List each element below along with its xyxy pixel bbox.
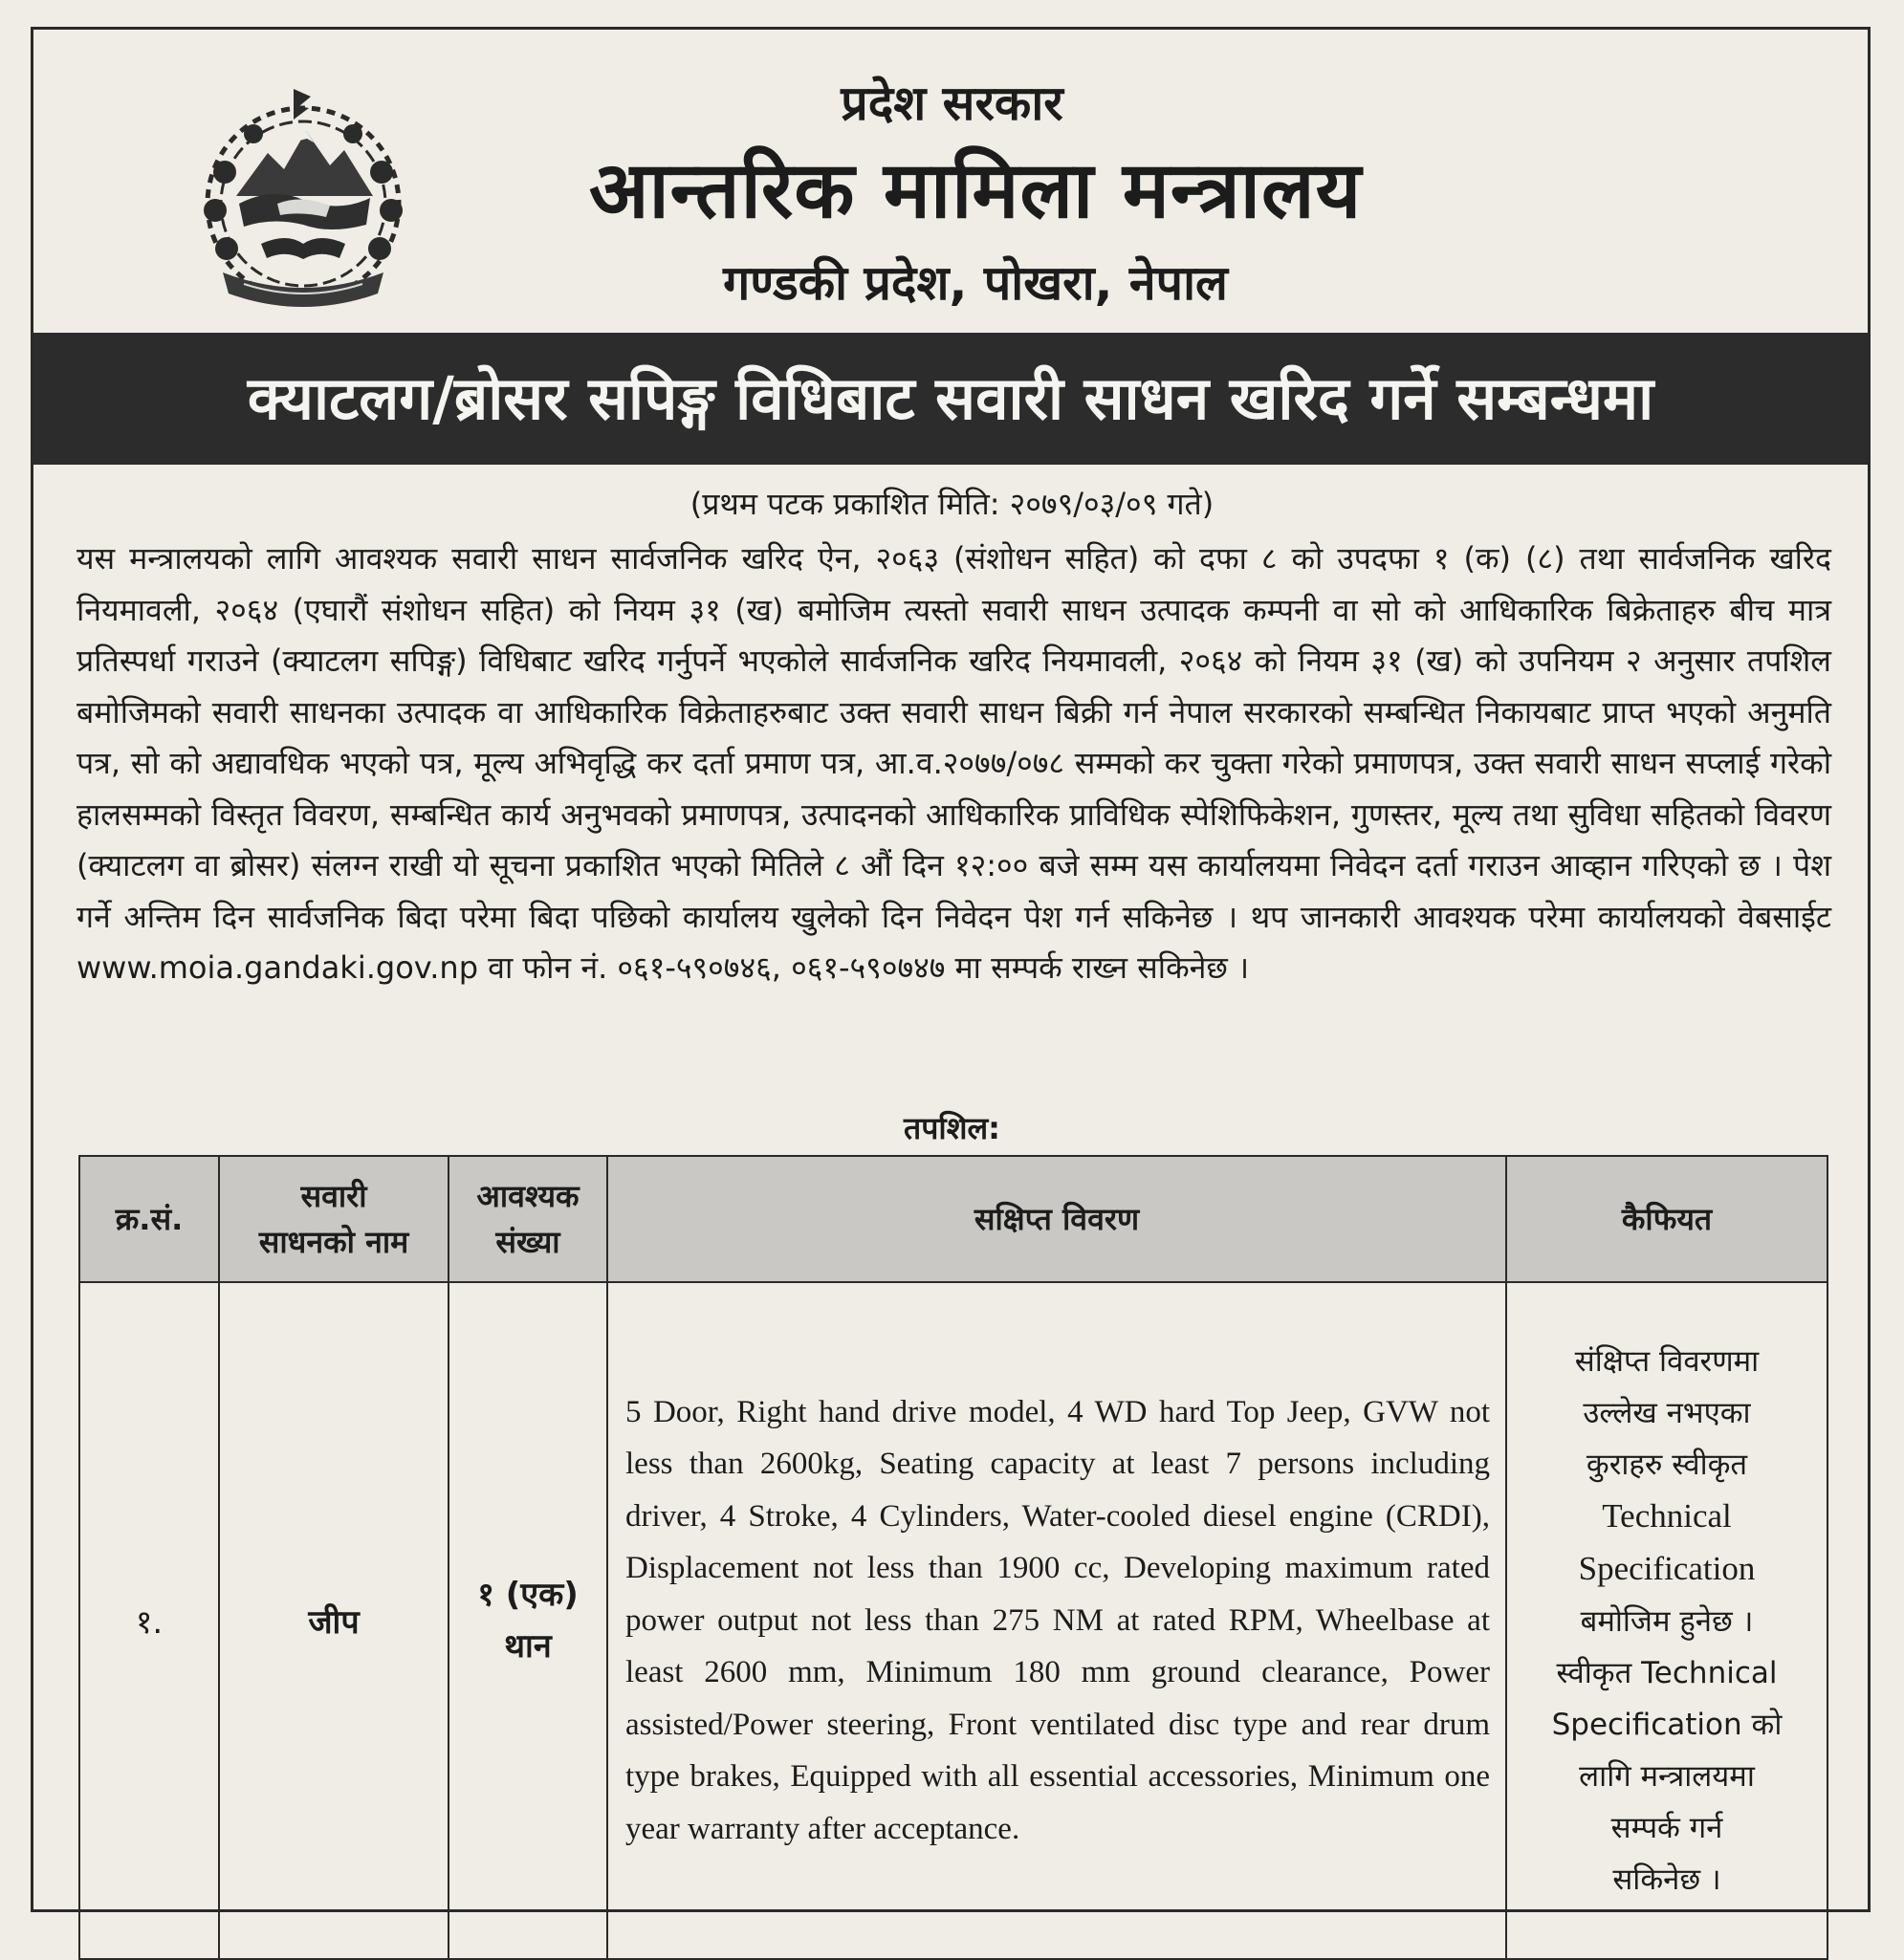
table-row [79,1282,1827,1959]
cell-serial-number: १. [79,1282,219,1959]
cell-vehicle-name: जीप [219,1282,449,1959]
provincial-government-heading: प्रदेश सरकार [841,76,1063,131]
cell-remarks: संक्षिप्त विवरणमा उल्लेख नभएका कुराहरु स्वीकृत Technical Specification बमोजिम हुनेछ । स्वीकृत Technical Specification को लागि मन्त्रालयमा सम्पर्क गर्न सकिनेछ । [1506,1282,1827,1959]
location-heading: गण्डकी प्रदेश, पोखरा, नेपाल [723,255,1228,311]
header-vehicle-name: सवारी साधनको नाम [219,1156,449,1282]
vehicle-spec-table [78,1155,1828,1960]
cell-description: 5 Door, Right hand drive model, 4 WD hard Top Jeep, GVW not less than 2600kg, Seating capacity at least 7 persons including driver, 4 Stroke, 4 Cylinders, Water-cooled diesel engine (CRDI), Displacement not less than 1900 cc, Developing maximum rated power output not less than 275 NM at rated RPM, Wheelbase at least 2600 mm, Minimum 180 mm ground clearance, Power assisted/Power steering, Front ventilated disc type and rear drum type brakes, Equipped with all essential accessories, Minimum one year warranty after acceptance. [607,1282,1506,1959]
table-header-row [79,1156,1827,1282]
header-description: सक्षिप्त विवरण [607,1156,1506,1282]
header-serial-number: क्र.सं. [79,1156,219,1282]
cell-quantity: १ (एक) थान [449,1282,607,1959]
ministry-name-heading: आन्तरिक मामिला मन्त्रालय [588,145,1363,236]
publication-date: (प्रथम पटक प्रकाशित मिति: २०७९/०३/०९ गते) [689,486,1215,522]
notice-body-text: यस मन्त्रालयको लागि आवश्यक सवारी साधन सार्वजनिक खरिद ऐन, २०६३ (संशोधन सहित) को दफा ८ को उपदफा १ (क) (८) तथा सार्वजनिक खरिद नियमावली, २०६४ (एघारौं संशोधन सहित) को नियम ३१ (ख) बमोजिम त्यस्तो सवारी साधन उत्पादक कम्पनी वा सो को आधिकारिक बिक्रेताहरु बीच मात्र प्रतिस्पर्धा गराउने (क्याटलग सपिङ्ग) विधिबाट खरिद गर्नुपर्ने भएकोले सार्वजनिक खरिद नियमावली, २०६४ को नियम ३१ (ख) को उपनियम २ अनुसार तपशिल बमोजिमको सवारी साधनका उत्पादक वा आधिकारिक विक्रेताहरुबाट उक्त सवारी साधन बिक्री गर्न नेपाल सरकारको सम्बन्धित निकायबाट प्राप्त भएको अनुमति पत्र, सो को अद्यावधिक भएको पत्र, मूल्य अभिवृद्धि कर दर्ता प्रमाण पत्र, आ.व.२०७७/०७८ सम्मको कर चुक्ता गरेको प्रमाणपत्र, उक्त सवारी साधन सप्लाई गरेको हालसम्मको विस्तृत विवरण, सम्बन्धित कार्य अनुभवको प्रमाणपत्र, उत्पादनको आधिकारिक प्राविधिक स्पेशिफिकेशन, गुणस्तर, मूल्य तथा सुविधा सहितको विवरण (क्याटलग वा ब्रोसर) संलग्न राखी यो सूचना प्रकाशित भएको मितिले ८ औं दिन १२:०० बजे सम्म यस कार्यालयमा निवेदन दर्ता गराउन आव्हान गरिएको छ । पेश गर्ने अन्तिम दिन सार्वजनिक बिदा परेमा बिदा पछिको कार्यालय खुलेको दिन निवेदन पेश गर्न सकिनेछ । थप जानकारी आवश्यक परेमा कार्यालयको वेबसाईट www.moia.gandaki.gov.np वा फोन नं. ०६१-५९०७४६, ०६१-५९०७४७ मा सम्पर्क राख्न सकिनेछ । [77,540,1831,986]
notice-title-banner: क्याटलग/ब्रोसर सपिङ्ग विधिबाट सवारी साधन खरिद गर्ने सम्बन्धमा [33,333,1868,465]
header-quantity: आवश्यक संख्या [449,1156,607,1282]
schedule-label: तपशिल: [904,1110,1000,1146]
header-remarks: कैफियत [1506,1156,1827,1282]
